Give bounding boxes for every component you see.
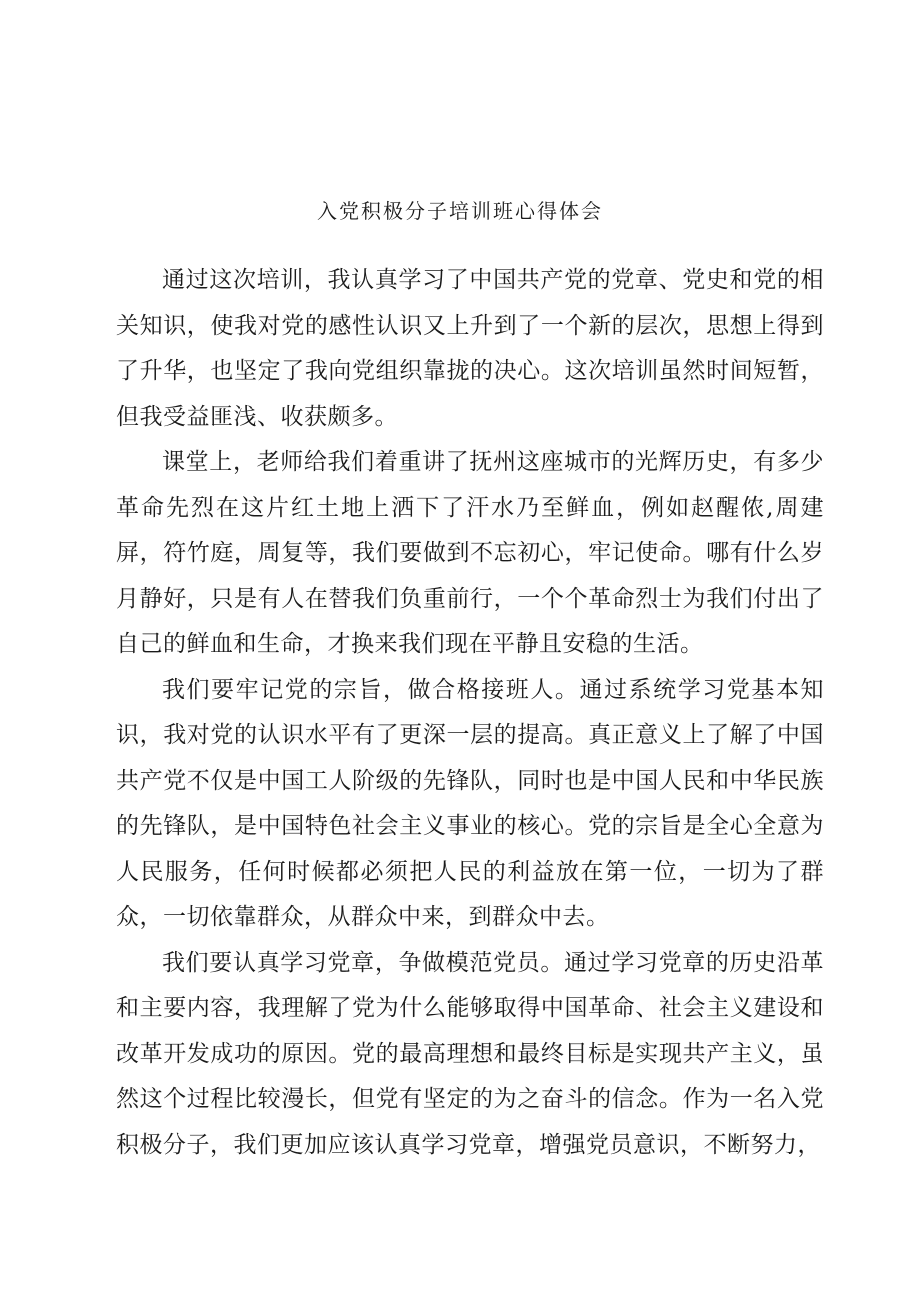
paragraph-3: 我们要牢记党的宗旨，做合格接班人。通过系统学习党基本知识，我对党的认识水平有了更深一层的提高。真正意义上了解了中国共产党不仅是中国工人阶级的先锋队，同时也是中国人民和中华民族的先锋队，是中国特色社会主义事业的核心。党的宗旨是全心全意为人民服务，任何时候都必须把人民的利益放在第一位，一切为了群众，一切依靠群众，从群众中来，到群众中去。 — [116, 676, 824, 930]
paragraph-1: 通过这次培训，我认真学习了中国共产党的党章、党史和党的相关知识，使我对党的感性认识又上升到了一个新的层次，思想上得到了升华，也坚定了我向党组织靠拢的决心。这次培训虽然时间短暂，但我受益匪浅、收获颇多。 — [116, 267, 824, 430]
document-body — [116, 258, 824, 1168]
paragraph-4: 我们要认真学习党章，争做模范党员。通过学习党章的历史沿革和主要内容，我理解了党为什么能够取得中国革命、社会主义建设和改革开发成功的原因。党的最高理想和最终目标是实现共产主义，虽然这个过程比较漫长，但党有坚定的为之奋斗的信念。作为一名入党积极分子，我们更加应该认真学习党章，增强党员意识，不断努力， — [116, 949, 824, 1158]
paragraph-2: 课堂上，老师给我们着重讲了抚州这座城市的光辉历史，有多少革命先烈在这片红土地上洒下了汗水乃至鲜血，例如赵醒侬,周建屏，符竹庭，周复等，我们要做到不忘初心，牢记使命。哪有什么岁月静好，只是有人在替我们负重前行，一个个革命烈士为我们付出了自己的鲜血和生命，才换来我们现在平静且安稳的生活。 — [116, 449, 824, 657]
document-title: 入党积极分子培训班心得体会 — [317, 199, 603, 223]
